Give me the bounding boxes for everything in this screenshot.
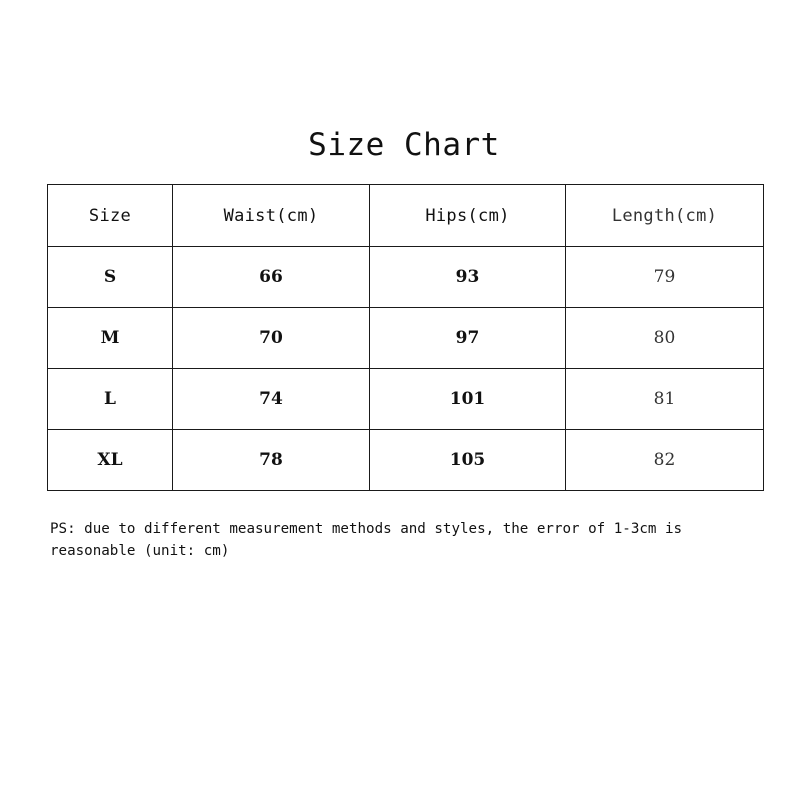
cell-hips: 97 [370,308,566,369]
cell-waist: 66 [173,247,370,308]
cell-waist: 70 [173,308,370,369]
table-row [48,369,764,430]
cell-length: 79 [566,247,764,308]
size-chart-table [47,184,764,491]
page-title: Size Chart [308,127,500,163]
cell-size: XL [48,430,173,491]
cell-size: M [48,308,173,369]
cell-hips: 93 [370,247,566,308]
table-header-row [48,185,764,247]
cell-size: L [48,369,173,430]
cell-hips: 101 [370,369,566,430]
cell-length: 80 [566,308,764,369]
header-size: Size [48,185,173,247]
table-row [48,247,764,308]
cell-length: 82 [566,430,764,491]
cell-size: S [48,247,173,308]
header-hips: Hips(cm) [370,185,566,247]
cell-waist: 78 [173,430,370,491]
cell-hips: 105 [370,430,566,491]
header-waist: Waist(cm) [173,185,370,247]
header-length: Length(cm) [566,185,764,247]
measurement-note: PS: due to different measurement methods and styles, the error of 1-3cm is reasonable (unit: cm) [50,521,683,559]
cell-waist: 74 [173,369,370,430]
table-row [48,430,764,491]
cell-length: 81 [566,369,764,430]
table-row [48,308,764,369]
